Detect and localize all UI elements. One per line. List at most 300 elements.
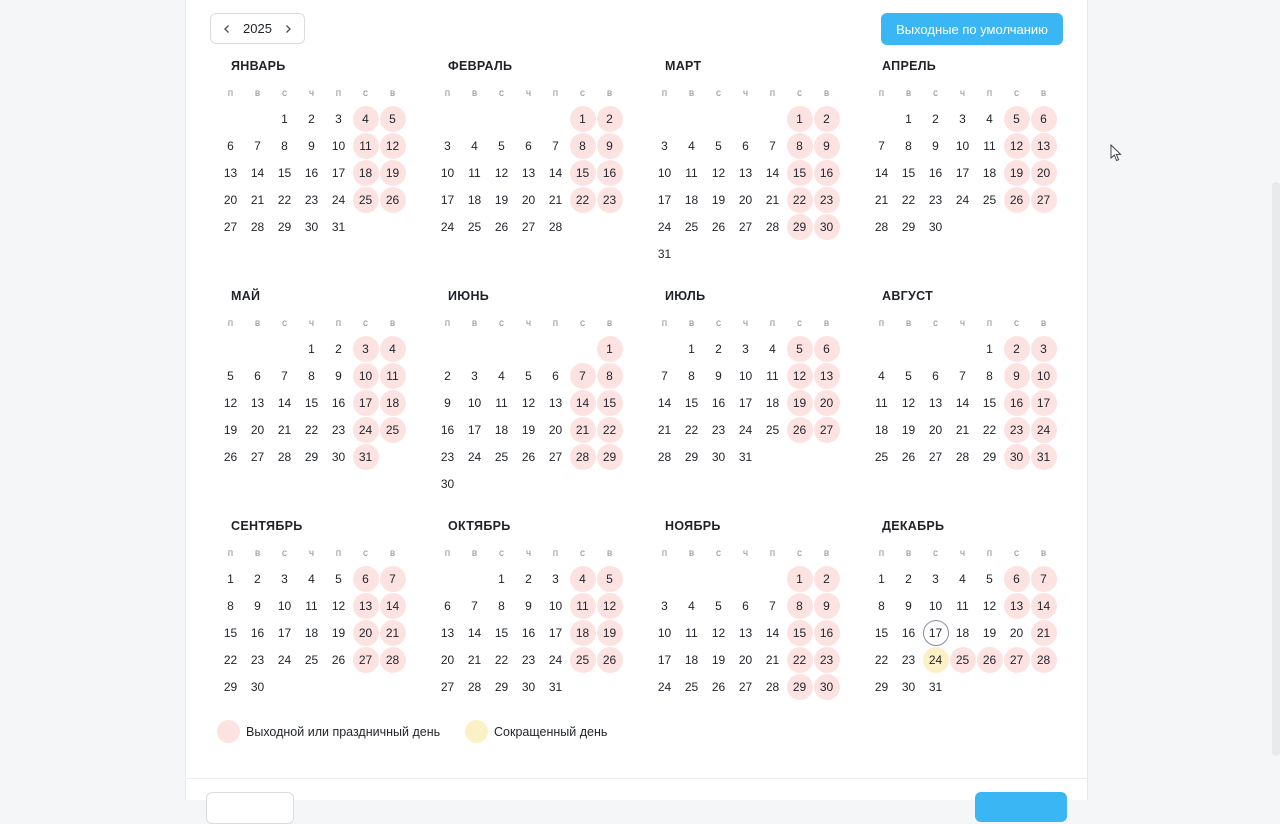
day-cell[interactable]: [298, 105, 325, 132]
day-cell[interactable]: [596, 132, 623, 159]
day-cell[interactable]: [705, 362, 732, 389]
day-cell[interactable]: [488, 673, 515, 700]
day-cell[interactable]: [488, 186, 515, 213]
day-cell[interactable]: [1030, 592, 1057, 619]
footer-primary-button[interactable]: [975, 792, 1067, 822]
day-cell[interactable]: [1003, 105, 1030, 132]
day-cell[interactable]: [379, 565, 406, 592]
day-cell[interactable]: [434, 132, 461, 159]
day-cell[interactable]: [1030, 443, 1057, 470]
day-cell[interactable]: [542, 592, 569, 619]
day-cell[interactable]: [434, 389, 461, 416]
day-cell[interactable]: [678, 362, 705, 389]
day-cell[interactable]: [922, 646, 949, 673]
day-cell[interactable]: [569, 443, 596, 470]
day-cell[interactable]: [895, 213, 922, 240]
day-cell[interactable]: [298, 132, 325, 159]
day-cell[interactable]: [813, 592, 840, 619]
day-cell[interactable]: [895, 362, 922, 389]
day-cell[interactable]: [786, 362, 813, 389]
day-cell[interactable]: [298, 159, 325, 186]
day-cell[interactable]: [786, 416, 813, 443]
day-cell[interactable]: [569, 646, 596, 673]
day-cell[interactable]: [949, 105, 976, 132]
day-cell[interactable]: [488, 132, 515, 159]
day-cell[interactable]: [542, 389, 569, 416]
day-cell[interactable]: [759, 646, 786, 673]
day-cell[interactable]: [922, 159, 949, 186]
day-cell[interactable]: [434, 592, 461, 619]
day-cell[interactable]: [352, 565, 379, 592]
day-cell[interactable]: [352, 105, 379, 132]
day-cell[interactable]: [1030, 132, 1057, 159]
day-cell[interactable]: [298, 565, 325, 592]
day-cell[interactable]: [596, 619, 623, 646]
day-cell[interactable]: [759, 186, 786, 213]
day-cell[interactable]: [895, 619, 922, 646]
day-cell[interactable]: [244, 443, 271, 470]
day-cell[interactable]: [949, 646, 976, 673]
day-cell[interactable]: [217, 619, 244, 646]
day-cell[interactable]: [271, 646, 298, 673]
day-cell[interactable]: [895, 565, 922, 592]
day-cell[interactable]: [515, 159, 542, 186]
day-cell[interactable]: [352, 159, 379, 186]
day-cell[interactable]: [271, 565, 298, 592]
day-cell[interactable]: [651, 132, 678, 159]
day-cell[interactable]: [651, 240, 678, 267]
day-cell[interactable]: [542, 416, 569, 443]
day-cell[interactable]: [325, 646, 352, 673]
day-cell[interactable]: [868, 416, 895, 443]
day-cell[interactable]: [217, 646, 244, 673]
day-cell[interactable]: [922, 619, 949, 646]
day-cell[interactable]: [678, 619, 705, 646]
day-cell[interactable]: [244, 565, 271, 592]
day-cell[interactable]: [678, 186, 705, 213]
day-cell[interactable]: [352, 389, 379, 416]
day-cell[interactable]: [868, 565, 895, 592]
day-cell[interactable]: [596, 646, 623, 673]
day-cell[interactable]: [651, 673, 678, 700]
day-cell[interactable]: [705, 592, 732, 619]
day-cell[interactable]: [434, 673, 461, 700]
day-cell[interactable]: [298, 335, 325, 362]
day-cell[interactable]: [759, 362, 786, 389]
day-cell[interactable]: [786, 619, 813, 646]
day-cell[interactable]: [732, 416, 759, 443]
day-cell[interactable]: [217, 132, 244, 159]
day-cell[interactable]: [732, 213, 759, 240]
day-cell[interactable]: [461, 362, 488, 389]
day-cell[interactable]: [515, 362, 542, 389]
day-cell[interactable]: [298, 416, 325, 443]
day-cell[interactable]: [515, 592, 542, 619]
day-cell[interactable]: [379, 619, 406, 646]
day-cell[interactable]: [868, 186, 895, 213]
day-cell[interactable]: [1003, 565, 1030, 592]
day-cell[interactable]: [379, 159, 406, 186]
day-cell[interactable]: [868, 389, 895, 416]
day-cell[interactable]: [868, 646, 895, 673]
day-cell[interactable]: [488, 443, 515, 470]
day-cell[interactable]: [515, 389, 542, 416]
day-cell[interactable]: [325, 105, 352, 132]
day-cell[interactable]: [759, 619, 786, 646]
day-cell[interactable]: [434, 362, 461, 389]
day-cell[interactable]: [732, 646, 759, 673]
chevron-left-icon[interactable]: [219, 21, 235, 37]
day-cell[interactable]: [596, 565, 623, 592]
day-cell[interactable]: [813, 619, 840, 646]
day-cell[interactable]: [488, 646, 515, 673]
day-cell[interactable]: [895, 186, 922, 213]
day-cell[interactable]: [542, 565, 569, 592]
day-cell[interactable]: [651, 619, 678, 646]
day-cell[interactable]: [732, 362, 759, 389]
day-cell[interactable]: [949, 565, 976, 592]
day-cell[interactable]: [515, 443, 542, 470]
day-cell[interactable]: [515, 186, 542, 213]
day-cell[interactable]: [922, 416, 949, 443]
default-weekends-button[interactable]: Выходные по умолчанию: [881, 13, 1063, 45]
day-cell[interactable]: [651, 646, 678, 673]
day-cell[interactable]: [217, 159, 244, 186]
day-cell[interactable]: [515, 673, 542, 700]
day-cell[interactable]: [461, 186, 488, 213]
day-cell[interactable]: [217, 443, 244, 470]
day-cell[interactable]: [217, 213, 244, 240]
day-cell[interactable]: [298, 362, 325, 389]
day-cell[interactable]: [596, 105, 623, 132]
day-cell[interactable]: [596, 389, 623, 416]
day-cell[interactable]: [651, 389, 678, 416]
day-cell[interactable]: [922, 362, 949, 389]
day-cell[interactable]: [379, 362, 406, 389]
day-cell[interactable]: [786, 335, 813, 362]
day-cell[interactable]: [569, 132, 596, 159]
day-cell[interactable]: [976, 335, 1003, 362]
day-cell[interactable]: [217, 565, 244, 592]
day-cell[interactable]: [651, 186, 678, 213]
day-cell[interactable]: [352, 362, 379, 389]
day-cell[interactable]: [325, 592, 352, 619]
day-cell[interactable]: [678, 646, 705, 673]
day-cell[interactable]: [895, 416, 922, 443]
day-cell[interactable]: [379, 335, 406, 362]
day-cell[interactable]: [976, 132, 1003, 159]
day-cell[interactable]: [461, 619, 488, 646]
day-cell[interactable]: [813, 213, 840, 240]
day-cell[interactable]: [596, 186, 623, 213]
day-cell[interactable]: [434, 159, 461, 186]
day-cell[interactable]: [515, 619, 542, 646]
day-cell[interactable]: [1003, 132, 1030, 159]
day-cell[interactable]: [1030, 646, 1057, 673]
day-cell[interactable]: [922, 592, 949, 619]
day-cell[interactable]: [678, 592, 705, 619]
day-cell[interactable]: [1003, 335, 1030, 362]
day-cell[interactable]: [298, 619, 325, 646]
day-cell[interactable]: [705, 416, 732, 443]
day-cell[interactable]: [1003, 159, 1030, 186]
day-cell[interactable]: [271, 592, 298, 619]
day-cell[interactable]: [298, 592, 325, 619]
day-cell[interactable]: [732, 592, 759, 619]
day-cell[interactable]: [352, 619, 379, 646]
day-cell[interactable]: [244, 389, 271, 416]
day-cell[interactable]: [569, 362, 596, 389]
day-cell[interactable]: [732, 132, 759, 159]
day-cell[interactable]: [217, 416, 244, 443]
day-cell[interactable]: [325, 213, 352, 240]
day-cell[interactable]: [569, 592, 596, 619]
day-cell[interactable]: [352, 646, 379, 673]
day-cell[interactable]: [298, 389, 325, 416]
day-cell[interactable]: [976, 646, 1003, 673]
day-cell[interactable]: [569, 389, 596, 416]
day-cell[interactable]: [271, 443, 298, 470]
day-cell[interactable]: [732, 673, 759, 700]
day-cell[interactable]: [813, 159, 840, 186]
day-cell[interactable]: [244, 592, 271, 619]
day-cell[interactable]: [244, 213, 271, 240]
day-cell[interactable]: [271, 159, 298, 186]
day-cell[interactable]: [461, 592, 488, 619]
day-cell[interactable]: [352, 592, 379, 619]
day-cell[interactable]: [596, 592, 623, 619]
day-cell[interactable]: [949, 416, 976, 443]
day-cell[interactable]: [325, 335, 352, 362]
day-cell[interactable]: [569, 565, 596, 592]
day-cell[interactable]: [434, 470, 461, 497]
day-cell[interactable]: [596, 159, 623, 186]
day-cell[interactable]: [271, 132, 298, 159]
day-cell[interactable]: [244, 619, 271, 646]
day-cell[interactable]: [217, 592, 244, 619]
day-cell[interactable]: [298, 646, 325, 673]
day-cell[interactable]: [1030, 619, 1057, 646]
day-cell[interactable]: [488, 213, 515, 240]
day-cell[interactable]: [759, 389, 786, 416]
day-cell[interactable]: [895, 443, 922, 470]
day-cell[interactable]: [488, 565, 515, 592]
day-cell[interactable]: [813, 132, 840, 159]
day-cell[interactable]: [596, 335, 623, 362]
day-cell[interactable]: [868, 213, 895, 240]
day-cell[interactable]: [732, 335, 759, 362]
day-cell[interactable]: [976, 592, 1003, 619]
day-cell[interactable]: [1030, 416, 1057, 443]
day-cell[interactable]: [678, 673, 705, 700]
day-cell[interactable]: [732, 389, 759, 416]
day-cell[interactable]: [379, 592, 406, 619]
day-cell[interactable]: [515, 132, 542, 159]
day-cell[interactable]: [515, 213, 542, 240]
day-cell[interactable]: [379, 416, 406, 443]
day-cell[interactable]: [732, 159, 759, 186]
day-cell[interactable]: [542, 186, 569, 213]
day-cell[interactable]: [515, 565, 542, 592]
day-cell[interactable]: [542, 443, 569, 470]
day-cell[interactable]: [461, 416, 488, 443]
day-cell[interactable]: [244, 159, 271, 186]
day-cell[interactable]: [1030, 565, 1057, 592]
day-cell[interactable]: [596, 362, 623, 389]
day-cell[interactable]: [949, 132, 976, 159]
day-cell[interactable]: [705, 159, 732, 186]
day-cell[interactable]: [759, 132, 786, 159]
day-cell[interactable]: [569, 619, 596, 646]
day-cell[interactable]: [922, 389, 949, 416]
day-cell[interactable]: [705, 673, 732, 700]
day-cell[interactable]: [298, 443, 325, 470]
day-cell[interactable]: [949, 592, 976, 619]
day-cell[interactable]: [271, 213, 298, 240]
day-cell[interactable]: [434, 443, 461, 470]
day-cell[interactable]: [434, 416, 461, 443]
day-cell[interactable]: [271, 389, 298, 416]
day-cell[interactable]: [434, 619, 461, 646]
day-cell[interactable]: [325, 159, 352, 186]
day-cell[interactable]: [461, 646, 488, 673]
day-cell[interactable]: [1003, 646, 1030, 673]
day-cell[interactable]: [244, 646, 271, 673]
day-cell[interactable]: [678, 213, 705, 240]
day-cell[interactable]: [596, 416, 623, 443]
day-cell[interactable]: [759, 159, 786, 186]
day-cell[interactable]: [895, 105, 922, 132]
day-cell[interactable]: [976, 443, 1003, 470]
day-cell[interactable]: [1030, 335, 1057, 362]
scrollbar[interactable]: [1272, 182, 1280, 756]
day-cell[interactable]: [868, 673, 895, 700]
day-cell[interactable]: [705, 335, 732, 362]
day-cell[interactable]: [651, 416, 678, 443]
day-cell[interactable]: [895, 159, 922, 186]
day-cell[interactable]: [922, 105, 949, 132]
day-cell[interactable]: [786, 592, 813, 619]
day-cell[interactable]: [759, 673, 786, 700]
day-cell[interactable]: [759, 335, 786, 362]
day-cell[interactable]: [569, 105, 596, 132]
day-cell[interactable]: [461, 389, 488, 416]
day-cell[interactable]: [325, 186, 352, 213]
day-cell[interactable]: [542, 362, 569, 389]
day-cell[interactable]: [244, 673, 271, 700]
day-cell[interactable]: [488, 159, 515, 186]
day-cell[interactable]: [922, 213, 949, 240]
day-cell[interactable]: [651, 213, 678, 240]
day-cell[interactable]: [705, 132, 732, 159]
day-cell[interactable]: [895, 673, 922, 700]
day-cell[interactable]: [976, 105, 1003, 132]
day-cell[interactable]: [759, 213, 786, 240]
day-cell[interactable]: [515, 416, 542, 443]
day-cell[interactable]: [895, 592, 922, 619]
day-cell[interactable]: [759, 416, 786, 443]
day-cell[interactable]: [895, 389, 922, 416]
day-cell[interactable]: [488, 362, 515, 389]
day-cell[interactable]: [813, 416, 840, 443]
day-cell[interactable]: [786, 186, 813, 213]
day-cell[interactable]: [271, 619, 298, 646]
day-cell[interactable]: [1030, 389, 1057, 416]
day-cell[interactable]: [786, 389, 813, 416]
day-cell[interactable]: [542, 132, 569, 159]
day-cell[interactable]: [325, 132, 352, 159]
day-cell[interactable]: [1003, 362, 1030, 389]
day-cell[interactable]: [678, 159, 705, 186]
day-cell[interactable]: [488, 592, 515, 619]
day-cell[interactable]: [922, 132, 949, 159]
day-cell[interactable]: [678, 335, 705, 362]
day-cell[interactable]: [461, 213, 488, 240]
day-cell[interactable]: [786, 213, 813, 240]
day-cell[interactable]: [515, 646, 542, 673]
day-cell[interactable]: [813, 362, 840, 389]
footer-secondary-button[interactable]: [206, 792, 294, 824]
day-cell[interactable]: [461, 673, 488, 700]
day-cell[interactable]: [705, 443, 732, 470]
day-cell[interactable]: [976, 186, 1003, 213]
day-cell[interactable]: [705, 389, 732, 416]
day-cell[interactable]: [325, 416, 352, 443]
day-cell[interactable]: [379, 186, 406, 213]
day-cell[interactable]: [542, 673, 569, 700]
day-cell[interactable]: [922, 443, 949, 470]
day-cell[interactable]: [1003, 389, 1030, 416]
day-cell[interactable]: [651, 592, 678, 619]
day-cell[interactable]: [1030, 159, 1057, 186]
day-cell[interactable]: [813, 565, 840, 592]
day-cell[interactable]: [976, 159, 1003, 186]
day-cell[interactable]: [434, 186, 461, 213]
day-cell[interactable]: [732, 443, 759, 470]
day-cell[interactable]: [786, 673, 813, 700]
day-cell[interactable]: [542, 646, 569, 673]
day-cell[interactable]: [651, 443, 678, 470]
day-cell[interactable]: [651, 159, 678, 186]
day-cell[interactable]: [976, 389, 1003, 416]
day-cell[interactable]: [244, 132, 271, 159]
day-cell[interactable]: [325, 389, 352, 416]
day-cell[interactable]: [705, 646, 732, 673]
day-cell[interactable]: [217, 673, 244, 700]
day-cell[interactable]: [1030, 186, 1057, 213]
day-cell[interactable]: [217, 389, 244, 416]
day-cell[interactable]: [651, 362, 678, 389]
day-cell[interactable]: [868, 159, 895, 186]
day-cell[interactable]: [813, 105, 840, 132]
day-cell[interactable]: [976, 362, 1003, 389]
day-cell[interactable]: [868, 619, 895, 646]
day-cell[interactable]: [352, 443, 379, 470]
day-cell[interactable]: [786, 105, 813, 132]
day-cell[interactable]: [1003, 186, 1030, 213]
day-cell[interactable]: [596, 443, 623, 470]
day-cell[interactable]: [271, 186, 298, 213]
day-cell[interactable]: [786, 159, 813, 186]
day-cell[interactable]: [1003, 592, 1030, 619]
day-cell[interactable]: [461, 159, 488, 186]
day-cell[interactable]: [895, 646, 922, 673]
day-cell[interactable]: [325, 443, 352, 470]
day-cell[interactable]: [949, 186, 976, 213]
day-cell[interactable]: [217, 362, 244, 389]
day-cell[interactable]: [813, 186, 840, 213]
day-cell[interactable]: [813, 389, 840, 416]
